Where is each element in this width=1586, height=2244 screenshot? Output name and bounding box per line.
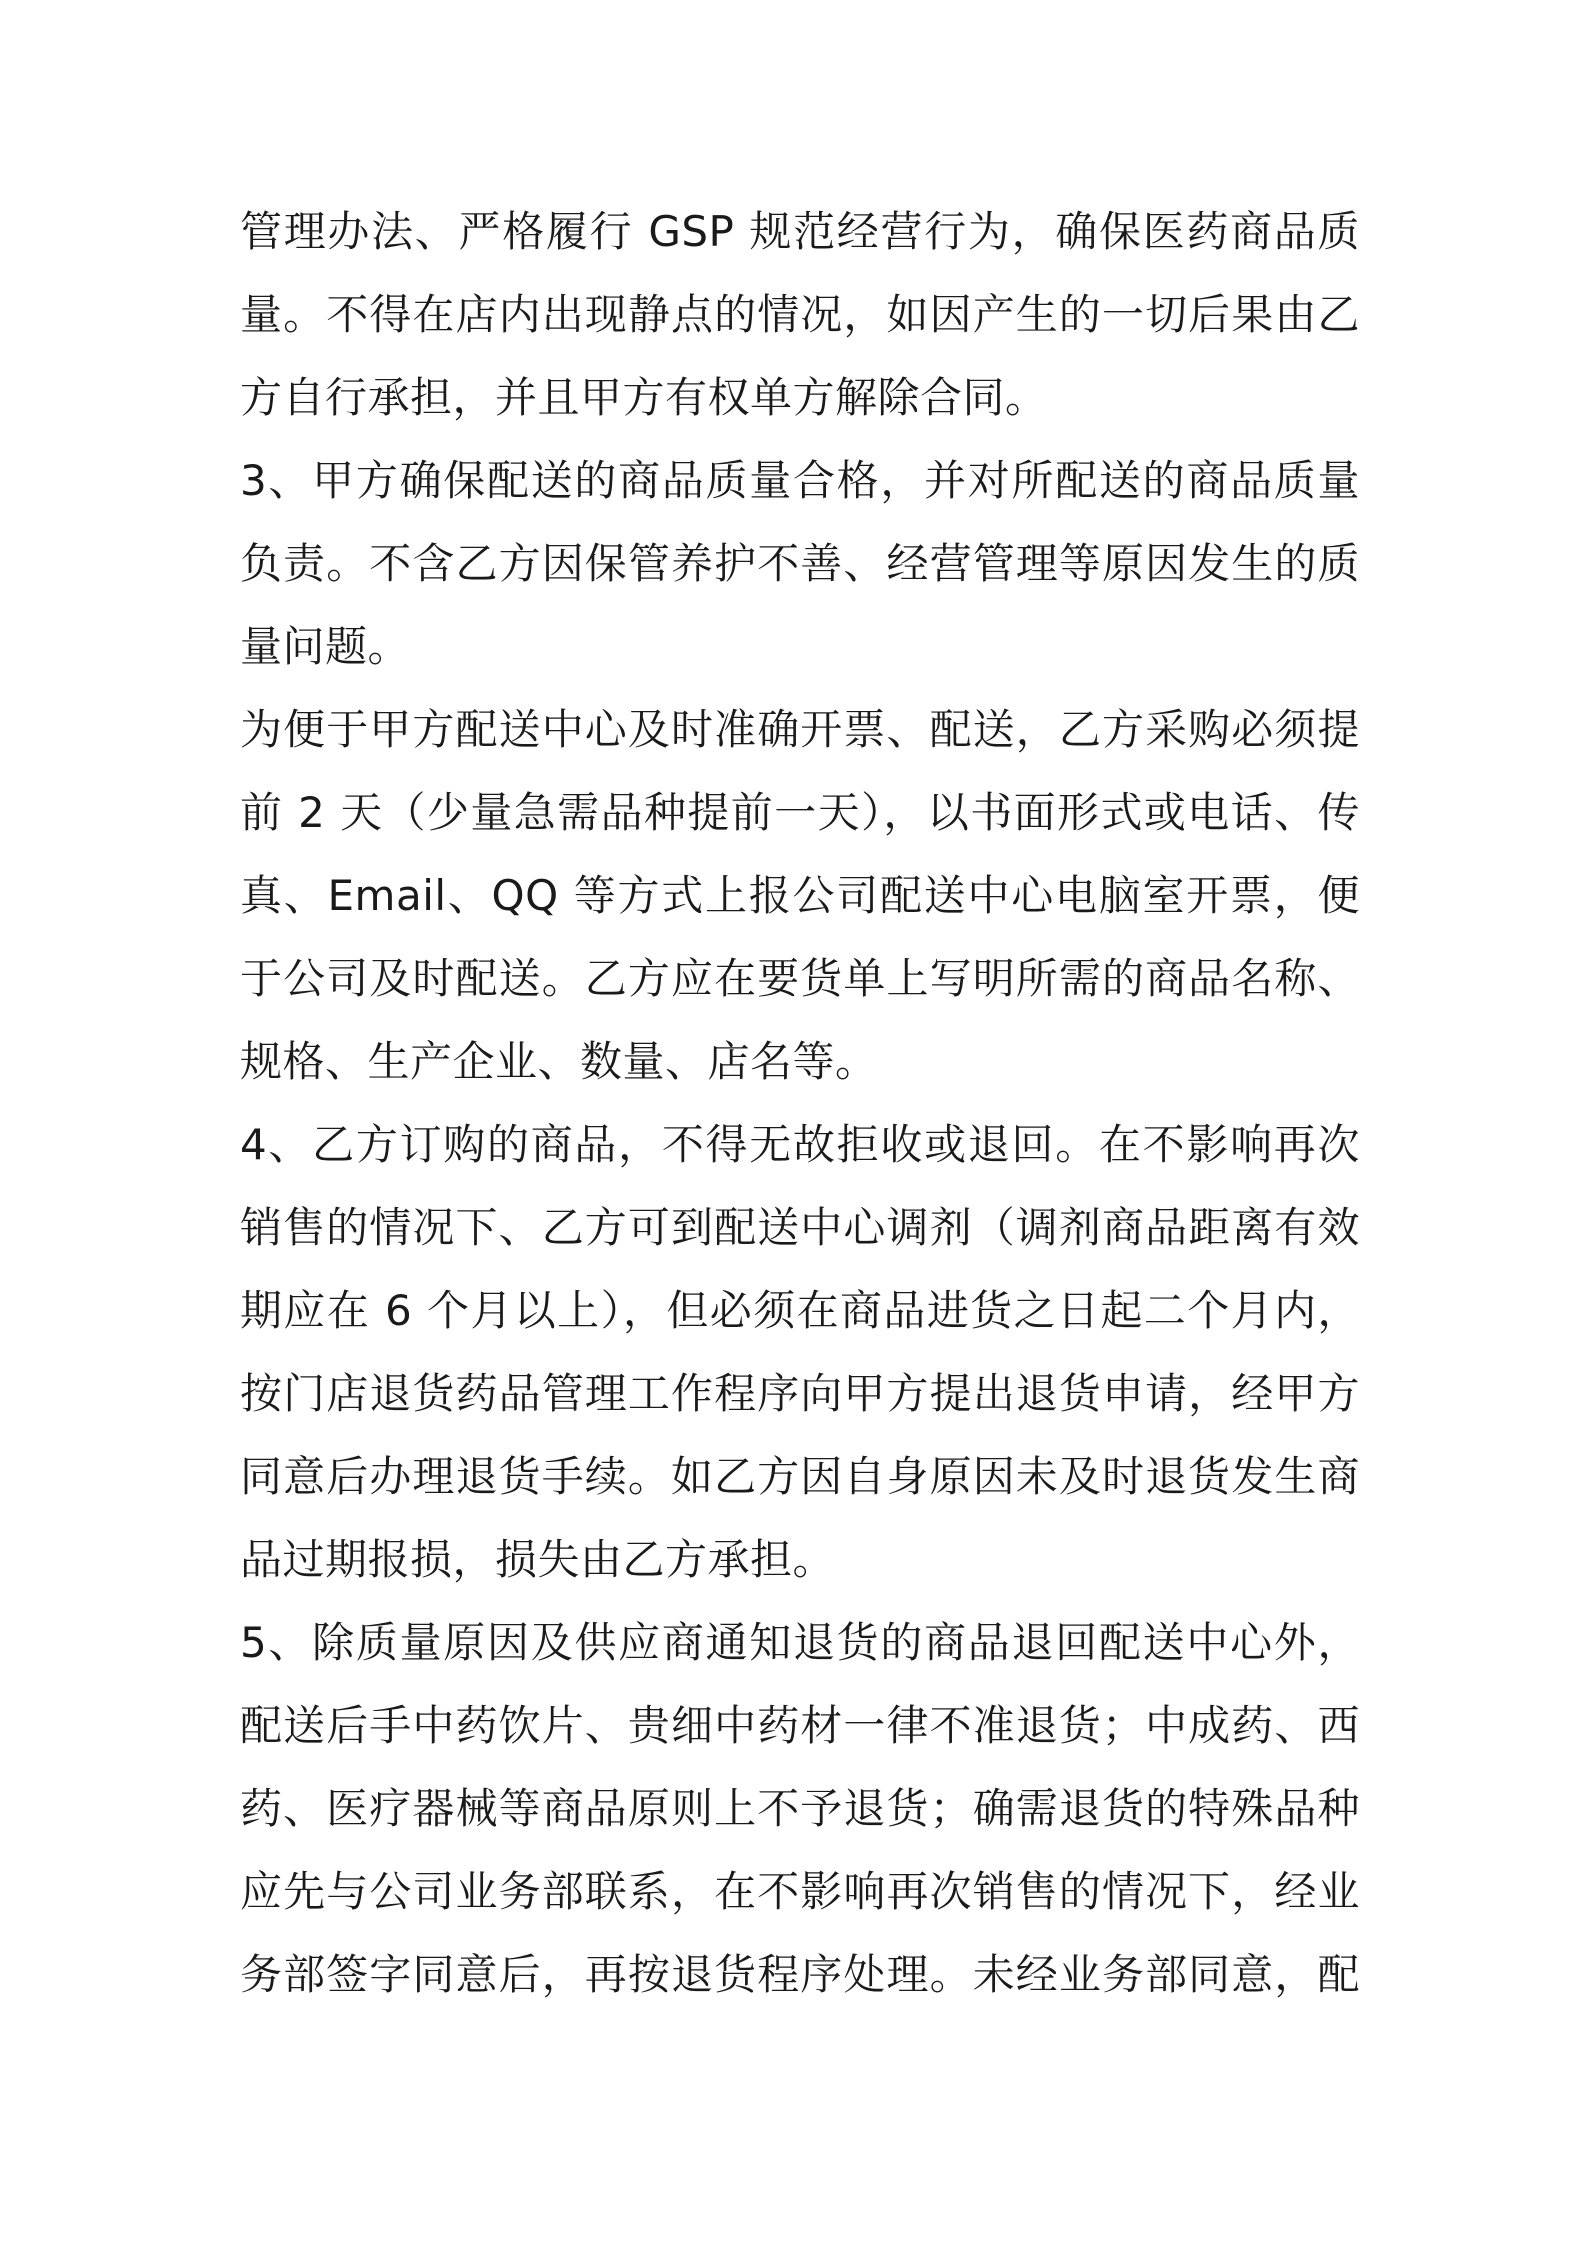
text-line: 同意后办理退货手续。如乙方因自身原因未及时退货发生商 bbox=[240, 1452, 1360, 1501]
text-line: 规格、生产企业、数量、店名等。 bbox=[240, 1037, 878, 1086]
text-line: 管理办法、严格履行 GSP 规范经营行为，确保医药商品质 bbox=[240, 207, 1360, 256]
text-line: 方自行承担，并且甲方有权单方解除合同。 bbox=[240, 373, 1048, 422]
text-line: 为便于甲方配送中心及时准确开票、配送，乙方采购必须提 bbox=[240, 705, 1360, 754]
text-line: 品过期报损，损失由乙方承担。 bbox=[240, 1535, 836, 1584]
text-line: 负责。不含乙方因保管养护不善、经营管理等原因发生的质 bbox=[240, 539, 1360, 588]
text-line: 期应在 6 个月以上），但必须在商品进货之日起二个月内， bbox=[240, 1286, 1360, 1335]
text-line: 务部签字同意后，再按退货程序处理。未经业务部同意，配 bbox=[240, 1950, 1360, 1999]
text-line: 量。不得在店内出现静点的情况，如因产生的一切后果由乙 bbox=[240, 290, 1360, 339]
text-line: 应先与公司业务部联系，在不影响再次销售的情况下，经业 bbox=[240, 1867, 1360, 1916]
text-line: 于公司及时配送。乙方应在要货单上写明所需的商品名称、 bbox=[240, 954, 1360, 1003]
text-line: 5、除质量原因及供应商通知退货的商品退回配送中心外， bbox=[240, 1618, 1360, 1667]
text-line: 3、甲方确保配送的商品质量合格，并对所配送的商品质量 bbox=[240, 456, 1360, 505]
document-body bbox=[240, 190, 1360, 2016]
text-line: 真、Email、QQ 等方式上报公司配送中心电脑室开票，便 bbox=[240, 871, 1360, 920]
text-line: 销售的情况下、乙方可到配送中心调剂（调剂商品距离有效 bbox=[240, 1203, 1360, 1252]
text-line: 配送后手中药饮片、贵细中药材一律不准退货；中成药、西 bbox=[240, 1701, 1360, 1750]
text-line: 前 2 天（少量急需品种提前一天），以书面形式或电话、传 bbox=[240, 788, 1360, 837]
text-line: 药、医疗器械等商品原则上不予退货；确需退货的特殊品种 bbox=[240, 1784, 1360, 1833]
text-line: 量问题。 bbox=[240, 622, 411, 671]
text-line: 4、乙方订购的商品，不得无故拒收或退回。在不影响再次 bbox=[240, 1120, 1360, 1169]
text-line: 按门店退货药品管理工作程序向甲方提出退货申请，经甲方 bbox=[240, 1369, 1360, 1418]
